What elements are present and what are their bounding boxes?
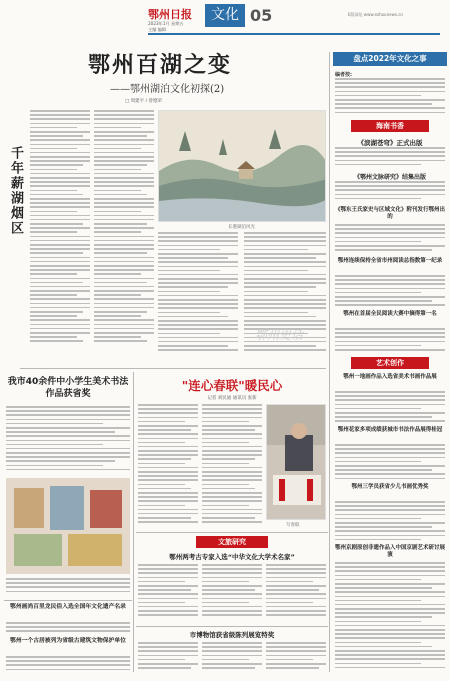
side-item-7-title: 鄂州花家多项成绩获城市书法作品展得桂冠 xyxy=(337,427,443,433)
section-name: 文化 xyxy=(211,7,239,23)
research-item-2-col3 xyxy=(266,642,326,672)
article-byline: □ 周建平 / 曾德荣 xyxy=(125,99,163,104)
side-panel xyxy=(333,52,447,677)
column-divider xyxy=(329,52,330,672)
bottom-middle-block xyxy=(136,372,328,677)
middle-text-col1 xyxy=(138,404,198,530)
side-item-2-title: 《鄂州文脉研究》结集出版 xyxy=(353,174,426,181)
side-item-3-title: 《鄂东王氏家史与区域文化》附刊发行鄂州出的 xyxy=(334,207,445,220)
side-item-9-title: 鄂州京剧原创非遗作品入中国京剧艺术研讨展演 xyxy=(334,545,445,558)
section-banner-1: 海南书香 xyxy=(351,120,429,132)
photo-caption: 写春联 xyxy=(286,523,300,528)
newspaper-logo: 鄂州日报 xyxy=(148,8,192,21)
masthead-rule xyxy=(148,33,440,35)
side-item-9-text xyxy=(335,562,445,672)
illustration-caption: 长港湖泊风光 xyxy=(228,225,255,230)
side-item-4-title: 鄂州连续保持全省市州阅读总指数第一纪录 xyxy=(337,258,443,264)
research-item-2-title: 市博物馆获省级陈列展览特奖 xyxy=(189,631,275,639)
article-title: 鄂州百湖之变 xyxy=(87,52,232,78)
research-item-1-title: 鄂州两考古专家入选“中华文化大学术名家” xyxy=(169,553,295,561)
editor-note-label: 编者按: xyxy=(335,72,352,78)
article-text-col1 xyxy=(30,110,90,360)
research-item-1-col2 xyxy=(202,564,262,622)
calligraphy-photo xyxy=(266,404,326,520)
landscape-image xyxy=(159,111,326,222)
side-panel-header: 盘点2022年文化之事 xyxy=(333,52,447,66)
photo-image xyxy=(267,405,326,520)
bottom-left-block xyxy=(4,372,132,677)
side-item-2-text xyxy=(335,181,445,203)
side-vertical-label: 千年薪湖烟区 xyxy=(8,146,23,236)
article-subtitle: ——鄂州湖泊文化初探(2) xyxy=(110,84,225,95)
side-item-8-text xyxy=(335,501,445,541)
research-banner: 文旅研究 xyxy=(196,536,268,548)
middle-rule-2 xyxy=(136,626,328,627)
left-item-2-title: 鄂州一个古居被列为省级古建筑文物保护单位 xyxy=(10,638,126,644)
side-item-6-title: 鄂州一地画作品入选省美术书画作品展 xyxy=(343,374,437,380)
left-article-text xyxy=(6,406,130,476)
section-banner-2: 艺术创作 xyxy=(351,357,429,369)
main-article-bottom-rule xyxy=(20,368,326,369)
left-item-1-title: 鄂州画尚百里龙民俗入选全国年文化遗产名录 xyxy=(10,604,126,610)
article-watermark: 鄂州史话 xyxy=(255,328,304,342)
section-tag xyxy=(205,4,245,27)
left-item-2-text xyxy=(6,656,130,674)
main-article xyxy=(0,36,328,366)
article-text-col3 xyxy=(158,232,238,360)
issue-date: 2023年1月 星期五 主编 编辑 xyxy=(148,21,184,32)
student-artwork-photo xyxy=(6,478,130,574)
side-item-1-text xyxy=(335,147,445,169)
side-item-3-text xyxy=(335,224,445,254)
side-item-7-text xyxy=(335,444,445,480)
middle-article-byline: 记者 刘民通 通讯员 张新 xyxy=(207,396,257,401)
left-article-title: 我市40余件中小学生美术书法作品获省奖 xyxy=(7,377,129,399)
research-item-2-col1 xyxy=(138,642,198,672)
page-number: 05 xyxy=(250,6,273,25)
side-item-5-text xyxy=(335,328,445,354)
research-item-2-col2 xyxy=(202,642,262,672)
side-item-5-title: 鄂州在首届全民阅读大赛中摘得第一名 xyxy=(343,311,437,317)
editor-note-text xyxy=(335,78,445,118)
artwork-image xyxy=(6,478,130,574)
photo-caption-text xyxy=(6,578,130,598)
website: E版网址 www.ezhounews.cn xyxy=(348,12,403,17)
left-item-1-text xyxy=(6,622,130,636)
middle-text-col2 xyxy=(202,404,262,530)
left-rule xyxy=(4,600,132,601)
side-item-6-text xyxy=(335,391,445,423)
side-item-4-text xyxy=(335,275,445,307)
bottom-divider-1 xyxy=(133,372,134,672)
middle-rule xyxy=(136,532,328,533)
research-item-1-col1 xyxy=(138,564,198,622)
research-item-1-col3 xyxy=(266,564,326,622)
middle-article-title: "连心春联"暖民心 xyxy=(181,378,283,393)
side-item-8-title: 鄂州三学员获省少儿书画优秀奖 xyxy=(351,484,429,490)
side-item-1-title: 《滨湖苍穹》正式出版 xyxy=(357,139,423,147)
article-illustration xyxy=(158,110,326,222)
article-text-col2 xyxy=(94,110,154,360)
